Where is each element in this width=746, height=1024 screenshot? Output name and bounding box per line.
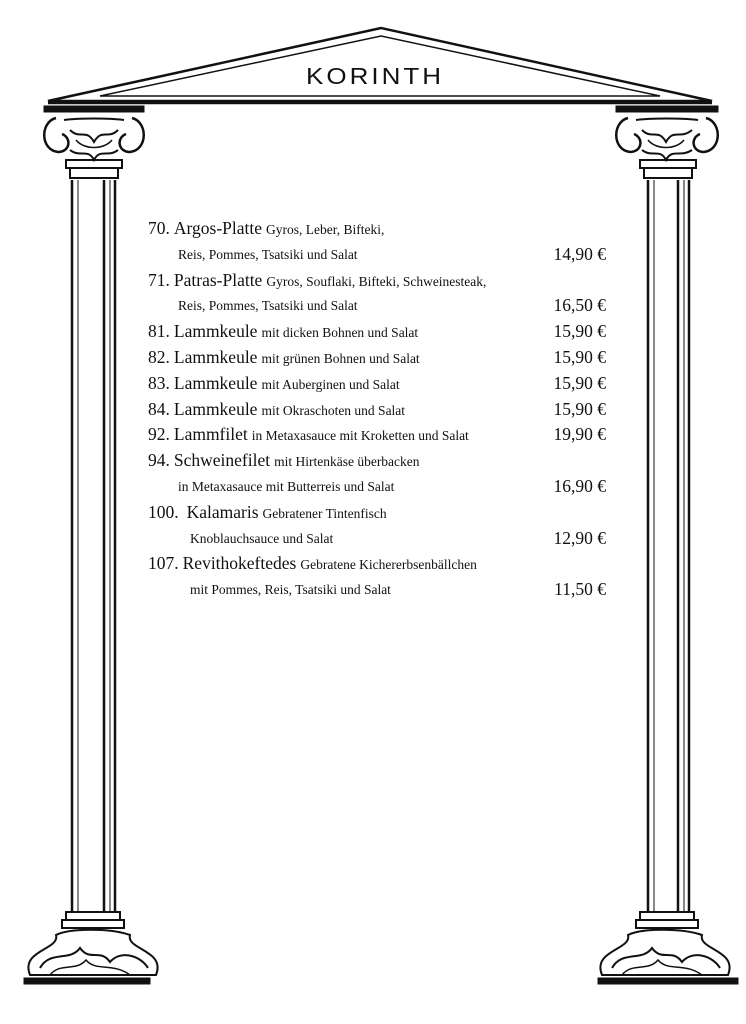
brand-title: KORINTH <box>306 62 444 90</box>
item-description: mit grünen Bohnen und Salat <box>261 350 420 366</box>
item-description: Gyros, Souflaki, Bifteki, Schweinesteak, <box>266 273 487 289</box>
menu-item <box>148 448 610 474</box>
menu-item <box>148 268 610 294</box>
item-number: 100. <box>148 501 179 522</box>
menu-item <box>148 551 610 577</box>
item-number: 70. <box>148 218 170 238</box>
menu-item <box>148 500 610 526</box>
item-name: Lammkeule <box>173 398 258 419</box>
item-description: Reis, Pommes, Tsatsiki und Salat <box>178 298 358 314</box>
right-column <box>598 106 738 984</box>
item-description: mit Pommes, Reis, Tsatsiki und Salat <box>190 582 391 598</box>
item-number: 82. <box>148 346 170 367</box>
item-name: Argos-Platte <box>173 218 263 238</box>
menu-item <box>148 216 610 242</box>
left-column <box>24 106 158 984</box>
item-price: 14,90 € <box>553 243 606 264</box>
menu-item <box>148 345 610 371</box>
item-name: Lammkeule <box>173 346 258 367</box>
item-description: Gebratener Tintenfisch <box>262 505 387 521</box>
item-number: 81. <box>148 321 170 342</box>
item-price: 12,90 € <box>553 527 606 548</box>
menu-item <box>148 319 610 345</box>
item-description: Gyros, Leber, Bifteki, <box>266 222 385 237</box>
item-price: 15,90 € <box>553 372 606 393</box>
menu-list <box>148 216 610 603</box>
item-price: 16,50 € <box>553 295 606 316</box>
item-description: in Metaxasauce mit Kroketten und Salat <box>251 428 469 444</box>
item-description: mit Okraschoten und Salat <box>261 402 406 418</box>
item-description: Gebratene Kichererbsenbällchen <box>300 557 477 573</box>
item-number: 107. <box>148 553 179 574</box>
item-name: Lammfilet <box>173 424 248 445</box>
item-description: mit Auberginen und Salat <box>261 376 400 392</box>
item-number: 71. <box>148 269 170 290</box>
menu-item-continued <box>148 474 610 500</box>
item-description: Reis, Pommes, Tsatsiki und Salat <box>178 246 358 262</box>
item-price: 15,90 € <box>553 398 606 419</box>
item-description: mit Hirtenkäse überbacken <box>274 454 420 470</box>
item-description: in Metaxasauce mit Butterreis und Salat <box>178 478 395 494</box>
item-price: 19,90 € <box>553 424 606 445</box>
item-name: Revithokeftedes <box>182 553 297 574</box>
menu-item-continued <box>148 293 610 319</box>
item-name: Patras-Platte <box>173 269 263 290</box>
item-number: 92. <box>148 424 170 445</box>
menu-item-continued <box>148 577 610 603</box>
item-description: Knoblauchsauce und Salat <box>190 530 334 546</box>
menu-item <box>148 397 610 423</box>
item-price: 15,90 € <box>553 346 606 367</box>
item-price: 16,90 € <box>553 475 606 496</box>
item-number: 83. <box>148 372 170 393</box>
item-price: 15,90 € <box>553 321 606 342</box>
item-number: 94. <box>148 450 170 471</box>
item-description: mit dicken Bohnen und Salat <box>261 325 419 341</box>
menu-item-continued <box>148 242 610 268</box>
item-name: Lammkeule <box>173 321 258 342</box>
item-name: Kalamaris <box>186 501 259 522</box>
item-number: 84. <box>148 398 170 419</box>
menu-item <box>148 371 610 397</box>
menu-item-continued <box>148 526 610 552</box>
item-name: Schweinefilet <box>173 450 271 471</box>
item-price: 11,50 € <box>554 579 606 600</box>
menu-item <box>148 422 610 448</box>
item-name: Lammkeule <box>173 372 258 393</box>
